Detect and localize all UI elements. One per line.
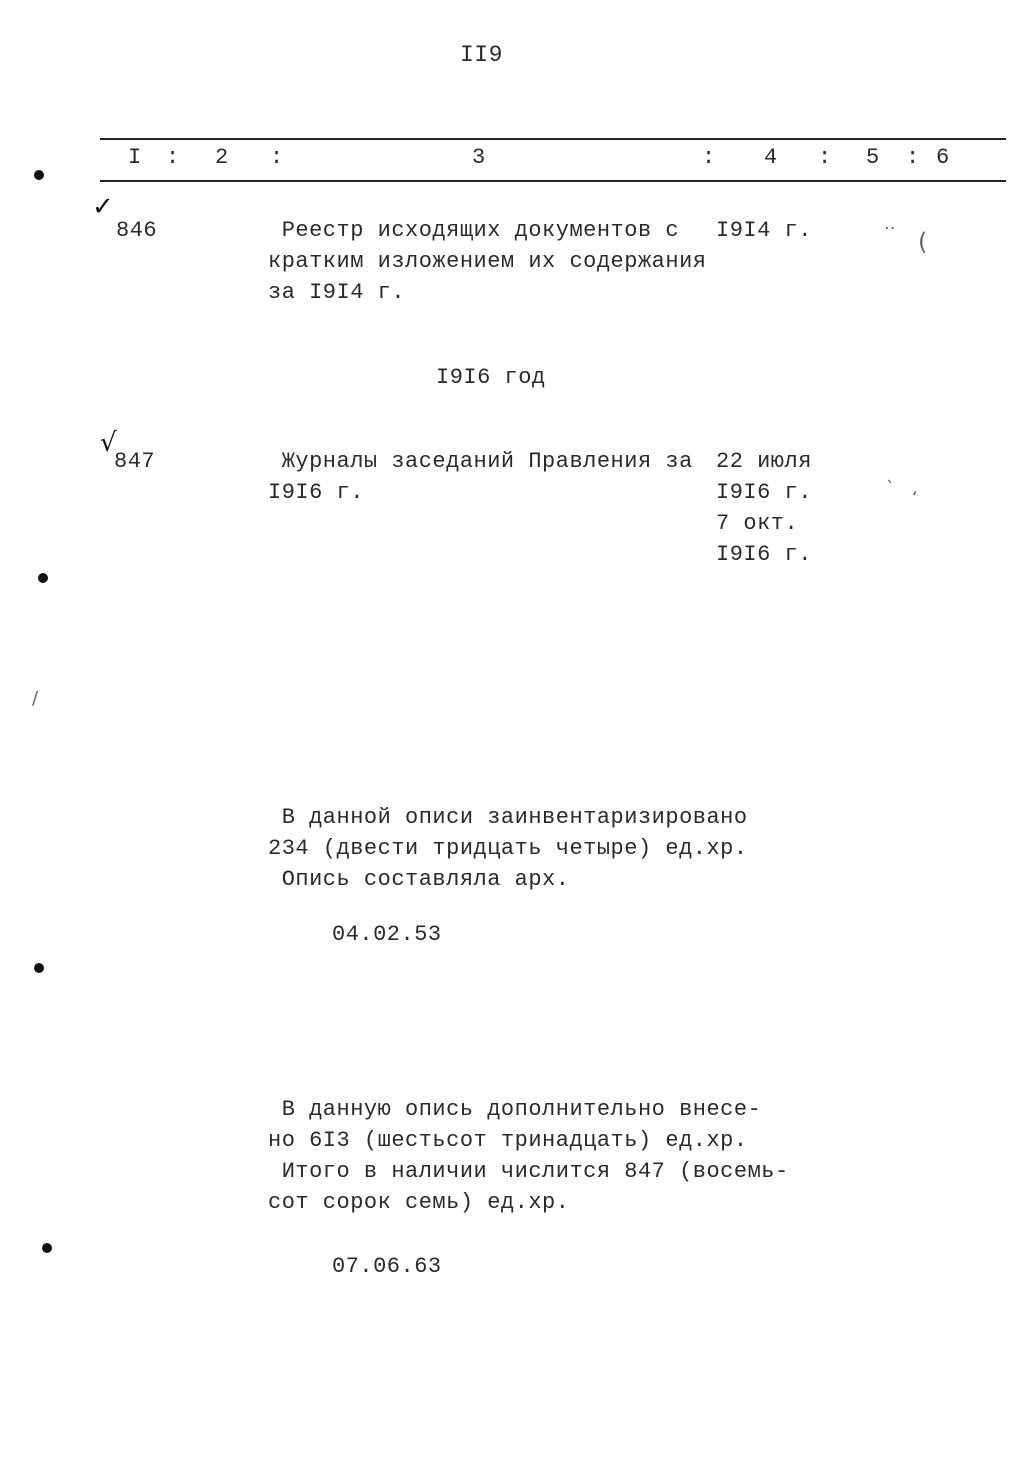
note-line: Итого в наличии числится 847 (восемь- — [268, 1159, 789, 1184]
col-3-label: 3 — [472, 145, 486, 170]
checkmark-icon: √ — [100, 428, 117, 458]
note-line: сот сорок семь) ед.хр. — [268, 1190, 570, 1215]
pencil-mark: ` — [886, 478, 895, 499]
col-6-label: 6 — [936, 145, 950, 170]
col-2-label: 2 — [215, 145, 229, 170]
col-1-label: I — [128, 145, 142, 170]
margin-mark: / — [32, 688, 39, 709]
entry-date-line: I9I6 г. — [716, 542, 812, 567]
pencil-mark: ‘ — [912, 488, 918, 509]
note-date: 04.02.53 — [332, 922, 442, 947]
inventory-note — [268, 802, 748, 895]
punch-hole — [42, 1243, 52, 1253]
note-date: 07.06.63 — [332, 1254, 442, 1279]
punch-hole — [38, 573, 48, 583]
checkmark-icon: ✓ — [92, 192, 114, 222]
entry-date-line: I9I6 г. — [716, 480, 812, 505]
entry-title-line: за I9I4 г. — [268, 280, 406, 305]
col-separator: : — [906, 145, 920, 170]
col-separator: : — [818, 145, 832, 170]
col-4-label: 4 — [764, 145, 778, 170]
note-line: В данной описи заинвентаризировано — [268, 805, 748, 830]
punch-hole — [34, 963, 44, 973]
entry-title — [268, 215, 706, 308]
note-line: В данную опись дополнительно внесе- — [268, 1097, 762, 1122]
header-bottom-rule — [100, 180, 1006, 182]
section-heading: I9I6 год — [436, 365, 546, 390]
entry-title-line: Реестр исходящих документов с — [268, 218, 680, 243]
entry-number: 846 — [116, 218, 158, 243]
entry-date-line: 7 окт. — [716, 511, 799, 536]
entry-date-line: 22 июля — [716, 449, 812, 474]
col-5-label: 5 — [866, 145, 880, 170]
pencil-mark: ( — [918, 228, 928, 256]
note-line: 234 (двести тридцать четыре) ед.хр. — [268, 836, 748, 861]
entry-dates — [716, 446, 812, 570]
entry-title-line: I9I6 г. — [268, 480, 364, 505]
col-separator: : — [166, 145, 180, 170]
punch-hole — [34, 170, 44, 180]
addendum-note — [268, 1094, 789, 1218]
entry-title-line: кратким изложением их содержания — [268, 249, 707, 274]
entry-title — [268, 446, 693, 508]
note-line: но 6I3 (шестьсот тринадцать) ед.хр. — [268, 1128, 748, 1153]
table-header — [100, 145, 1006, 175]
pencil-mark: ·· — [884, 218, 896, 239]
page-number: II9 — [460, 42, 503, 68]
col-separator: : — [270, 145, 284, 170]
entry-date: I9I4 г. — [716, 218, 812, 243]
header-top-rule — [100, 138, 1006, 140]
note-line: Опись составляла арх. — [268, 867, 570, 892]
entry-number: 847 — [114, 449, 156, 474]
entry-title-line: Журналы заседаний Правления за — [268, 449, 693, 474]
col-separator: : — [702, 145, 716, 170]
